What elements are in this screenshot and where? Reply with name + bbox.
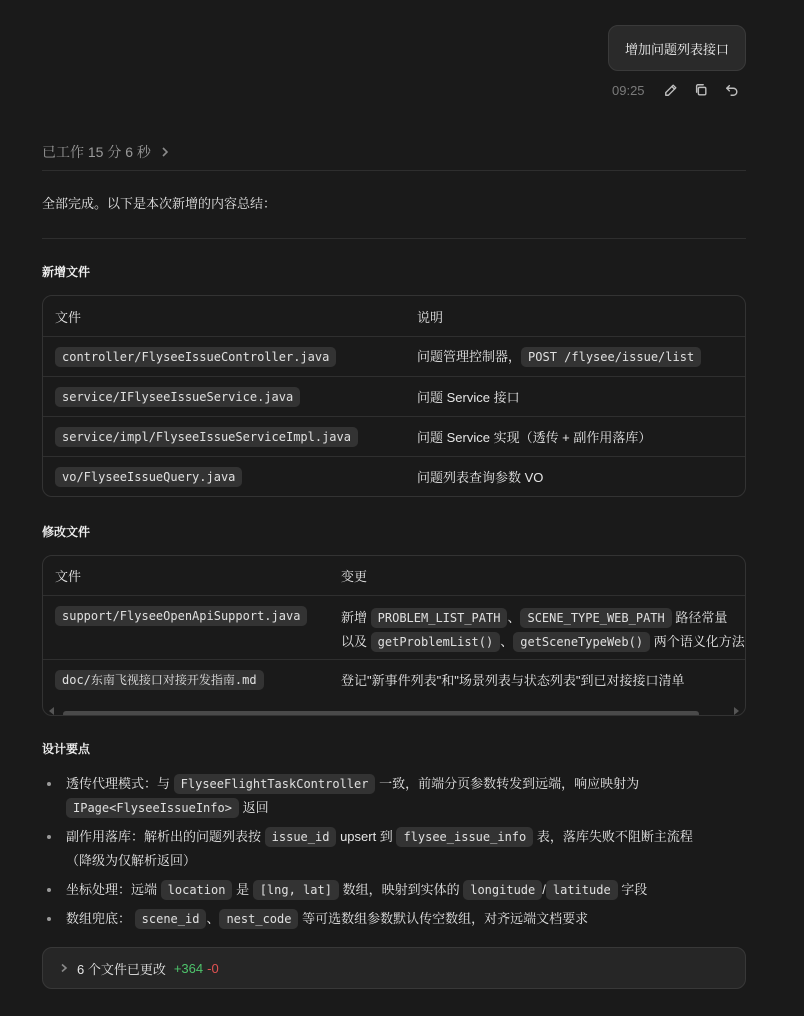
undo-icon[interactable] xyxy=(717,80,747,100)
field-code: location xyxy=(161,880,233,900)
scroll-thumb[interactable] xyxy=(63,711,699,716)
horizontal-scrollbar[interactable] xyxy=(43,701,745,715)
header-file: 文件 xyxy=(55,569,82,584)
type-code: IPage<FlyseeIssueInfo> xyxy=(66,798,239,818)
divider xyxy=(42,238,746,239)
design-heading: 设计要点 xyxy=(42,742,91,756)
divider xyxy=(42,170,746,171)
field-code: nest_code xyxy=(219,909,298,929)
scroll-track[interactable] xyxy=(57,706,731,712)
scroll-left-icon[interactable] xyxy=(47,704,57,714)
lines-removed: -0 xyxy=(207,960,219,976)
header-file: 文件 xyxy=(55,309,82,325)
worked-duration-text: 已工作 15 分 6 秒 xyxy=(42,144,151,160)
row-desc: 问题 Service 接口 xyxy=(417,390,520,405)
endpoint-code: POST /flysee/issue/list xyxy=(521,347,701,367)
change-text: 两个语义化方法 xyxy=(653,634,745,649)
table-row xyxy=(43,416,745,456)
constant-code: PROBLEM_LIST_PATH xyxy=(371,608,508,628)
file-path-code: vo/FlyseeIssueQuery.java xyxy=(55,467,242,487)
table-row xyxy=(43,376,745,416)
modified-files-table xyxy=(42,555,746,716)
list-item: 副作用落库：解析出的问题列表按 issue_id upsert 到 flysee_issue_info 表，落库失败不阻断主流程 （降级为仅解析返回） xyxy=(42,825,746,873)
row-desc: 问题管理控制器， xyxy=(417,349,522,364)
new-files-heading: 新增文件 xyxy=(42,265,91,279)
field-code: latitude xyxy=(546,880,618,900)
change-text: 新增 xyxy=(341,610,368,625)
message-meta xyxy=(612,80,747,100)
files-changed-toggle[interactable] xyxy=(42,947,746,989)
scroll-right-icon[interactable] xyxy=(731,704,741,714)
chevron-right-icon xyxy=(59,963,69,973)
new-files-table xyxy=(42,295,746,497)
files-changed-label: 6 个文件已更改 xyxy=(77,961,166,977)
row-desc: 问题列表查询参数 VO xyxy=(417,470,544,485)
list-item: 坐标处理：远端 location 是 [lng, lat] 数组，映射到实体的 longitude / latitude 字段 xyxy=(42,878,746,902)
table-row xyxy=(43,659,746,699)
method-code: getProblemList() xyxy=(371,632,501,652)
field-code: issue_id xyxy=(265,827,337,847)
table-header-row xyxy=(43,556,746,595)
method-code: getSceneTypeWeb() xyxy=(513,632,650,652)
worked-duration-toggle[interactable] xyxy=(42,142,171,162)
chevron-right-icon xyxy=(159,146,171,158)
separator: 、 xyxy=(507,610,521,625)
file-path-code: controller/FlyseeIssueController.java xyxy=(55,347,336,367)
modified-files-heading: 修改文件 xyxy=(42,525,91,539)
field-code: longitude xyxy=(463,880,542,900)
design-list xyxy=(42,772,746,936)
file-path-code: service/impl/FlyseeIssueServiceImpl.java xyxy=(55,427,358,447)
copy-icon[interactable] xyxy=(686,80,716,100)
lines-added: +364 xyxy=(173,960,204,976)
change-text: 以及 xyxy=(341,634,368,649)
message-time: 09:25 xyxy=(612,82,645,98)
header-desc: 说明 xyxy=(417,309,444,325)
user-message-text: 增加问题列表接口 xyxy=(624,41,729,57)
file-path-code: service/IFlyseeIssueService.java xyxy=(55,387,300,407)
row-desc: 问题 Service 实现（透传 + 副作用落库） xyxy=(417,430,652,445)
table-header-row xyxy=(43,296,745,336)
summary-text: 全部完成。以下是本次新增的内容总结： xyxy=(42,196,277,211)
table-code: flysee_issue_info xyxy=(396,827,533,847)
user-message-bubble xyxy=(608,25,746,71)
change-text: 登记"新事件列表"和"场景列表与状态列表"到已对接接口清单 xyxy=(341,673,685,688)
list-item: 数组兜底： scene_id 、 nest_code 等可选数组参数默认传空数组，对齐远端文档要求 xyxy=(42,907,746,931)
change-text: 路径常量 xyxy=(675,610,728,625)
value-code: [lng, lat] xyxy=(253,880,339,900)
table-row xyxy=(43,456,745,496)
constant-code: SCENE_TYPE_WEB_PATH xyxy=(520,608,671,628)
field-code: scene_id xyxy=(135,909,207,929)
class-code: FlyseeFlightTaskController xyxy=(174,774,376,794)
header-change: 变更 xyxy=(341,569,368,584)
file-path-code: doc/东南飞视接口对接开发指南.md xyxy=(55,670,264,690)
list-item: 透传代理模式：与 FlyseeFlightTaskController 一致，前端分页参数转发到远端，响应映射为 IPage<FlyseeIssueInfo> 返回 xyxy=(42,772,746,820)
table-row xyxy=(43,595,746,659)
separator: 、 xyxy=(500,634,514,649)
file-path-code: support/FlyseeOpenApiSupport.java xyxy=(55,606,307,626)
table-row xyxy=(43,336,745,376)
edit-icon[interactable] xyxy=(656,80,686,100)
